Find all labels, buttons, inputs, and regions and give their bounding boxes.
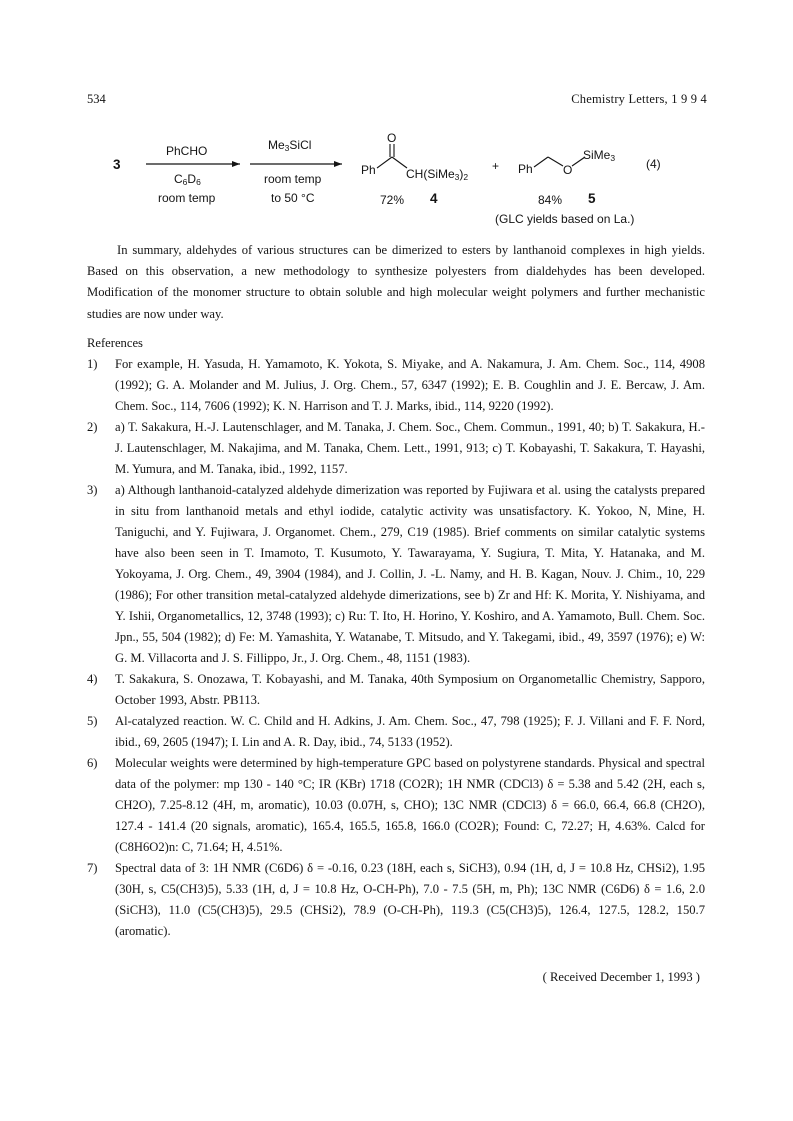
reference-item: 5) Al-catalyzed reaction. W. C. Child and H. Adkins, J. Am. Chem. Soc., 47, 798 (1925); F. J. Villani and F. F. Nord, ibid., 69, 2605 (1947); I. Lin and A. R. Day, ibid., 74, 5133 (1952). — [87, 714, 705, 749]
product5-oxygen: O — [563, 163, 573, 177]
equation-number: (4) — [646, 157, 661, 171]
reference-text: Molecular weights were determined by high-temperature GPC based on polystyrene standards. Physical and spectral data of the polymer: mp 130 - 140 °C; IR (KBr) 1718 (CO2R); 1H NMR (CDCl3) δ = 5.38 and 5.42 (2H, each s, CH2O), 7.25-8.12 (4H, m, aromatic), 10.03 (0.07H, s, CHO); 13C NMR (CDCl3) δ = 66.0, 66.4, 66.8 (CH2O), 127.4 - 141.4 (20 signals, aromatic), 165.4, 165.5, 165.8, 166.0 (CO2R); Found: C, 72.27; H, 4.63%. Calcd for (C8H6O2)n: C, 71.64; H, 4.51%. — [115, 756, 705, 854]
reference-item: 3) a) Although lanthanoid-catalyzed aldehyde dimerization was reported by Fujiwara et al. using the catalysts prepared in situ from lanthanoid metals and ethyl iodide, catalytic activity was unsatisfactory. K. Yokoo, N, Mine, H. Taniguchi, and Y. Fujiwara, J. Organomet. Chem., 279, C19 (1985). Brief comments on similar catalytic systems have also been seen in T. Imamoto, T. Kusumoto, Y. Tawarayama, Y. Sugiura, T. Mita, Y. Hatanaka, and M. Yokoyama, J. Org. Chem., 49, 3904 (1984), and J. Collin, J. -L. Namy, and H. B. Kagan, Nouv. J. Chim., 10, 229 (1986); For other transition metal-catalyzed aldehyde dimerizations, see b) Zr and Hf: K. Morita, Y. Nishiyama, and Y. Ishii, Organometallics, 12, 3748 (1993); c) Ru: T. Ito, H. Horino, Y. Koshiro, and A. Yamamoto, Bull. Chem. Soc. Jpn., 55, 504 (1982); d) Fe: M. Yamashita, Y. Watanabe, T. Mitsudo, and Y. Takegami, ibid., 49, 3597 (1976); e) W: G. M. Villacorta and J. S. Fillippo, Jr., J. Org. Chem., 48, 1151 (1983). — [87, 483, 705, 665]
references-heading: References — [87, 336, 143, 350]
product5-label: 5 — [588, 191, 596, 206]
journal-header: Chemistry Letters, 1 9 9 4 — [571, 92, 707, 106]
reference-text: Al-catalyzed reaction. W. C. Child and H. Adkins, J. Am. Chem. Soc., 47, 798 (1925); F. J. Villani and F. F. Nord, ibid., 69, 2605 (1947); I. Lin and A. R. Day, ibid., 74, 5133 (1952). — [115, 714, 705, 749]
plus-sign: + — [492, 159, 500, 173]
reference-item: 7) Spectral data of 3: 1H NMR (C6D6) δ = -0.16, 0.23 (18H, each s, SiCH3), 0.94 (1H, d, J = 10.8 Hz, CHSi2), 1.95 (30H, s, C5(CH3)5), 5.33 (1H, d, J = 10.8 Hz, O-CH-Ph), 7.0 - 7.5 (5H, m, Ph); 13C NMR (C6D6) δ = 1.6, 2.0 (SiCH3), 11.0 (C5(CH3)5), 29.5 (CHSi2), 78.9 (O-CH-Ph), 119.3 (C5(CH3)5), 126.4, 127.5, 128.2, 150.7 (aromatic). — [87, 861, 705, 938]
bond-ch2-o — [548, 157, 563, 166]
arrowhead-1 — [232, 161, 240, 167]
reactant-label: 3 — [113, 157, 121, 172]
reference-text: a) T. Sakakura, H.-J. Lautenschlager, and M. Tanaka, J. Chem. Soc., Chem. Commun., 1991, 40; b) T. Sakakura, H.-J. Lautenschlager, M. Nakajima, and M. Tanaka, Chem. Lett., 1991, 913; c) T. Kobayashi, T. Sakakura, T. Hayashi, M. Yumura, and M. Tanaka, ibid., 1992, 1157. — [115, 420, 705, 476]
step2-conditions-2: to 50 °C — [271, 191, 315, 205]
bond-co-ch — [392, 157, 407, 168]
product4-label: 4 — [430, 191, 438, 206]
product4-yield: 72% — [380, 193, 405, 207]
reference-text: T. Sakakura, S. Onozawa, T. Kobayashi, and M. Tanaka, 40th Symposium on Organometallic Chemistry, Sapporo, October 1993, Abstr. PB113. — [115, 672, 705, 707]
reference-text: For example, H. Yasuda, H. Yamamoto, K. Yokota, S. Miyake, and A. Nakamura, J. Am. Chem. Soc., 114, 4908 (1992); G. A. Molander and M. Julius, J. Org. Chem., 57, 6347 (1992); E. B. Coughlin and J. E. Bercaw, J. Am. Chem. Soc., 114, 7606 (1992); K. N. Harrison and T. J. Marks, ibid., 114, 9220 (1992). — [115, 357, 705, 413]
step1-conditions: room temp — [158, 191, 216, 205]
step2-reagent: $Me_3SiCl$ — [268, 138, 312, 153]
carbonyl-oxygen: O — [387, 131, 397, 145]
reference-item: 2) a) T. Sakakura, H.-J. Lautenschlager, and M. Tanaka, J. Chem. Soc., Chem. Commun., 1991, 40; b) T. Sakakura, H.-J. Lautenschlager, M. Nakajima, and M. Tanaka, Chem. Lett., 1991, 913; c) T. Kobayashi, T. Sakakura, T. Hayashi, M. Yumura, and M. Tanaka, ibid., 1992, 1157. — [87, 420, 705, 476]
summary-paragraph: In summary, aldehydes of various structures can be dimerized to esters by lanthanoid complexes in high yields. Based on this observation, a new methodology to synthesize polyesters from dialdehydes has been developed. Modification of the monomer structure to obtain soluble and high molecular weight polymers and further mechanistic studies are now under way. — [87, 243, 705, 321]
page-number: 534 — [87, 92, 106, 106]
product4-phenyl: Ph — [361, 163, 376, 177]
step1-solvent: $C_6D_6$ — [174, 172, 201, 187]
product4-group: $CH(SiMe_3)_2$ — [406, 167, 469, 182]
yield-note: (GLC yields based on La.) — [495, 212, 635, 226]
received-date: ( Received December 1, 1993 ) — [542, 970, 700, 984]
reference-item: 6) Molecular weights were determined by high-temperature GPC based on polystyrene standards. Physical and spectral data of the polymer: mp 130 - 140 °C; IR (KBr) 1718 (CO2R); 1H NMR (CDCl3) δ = 5.38 and 5.42 (2H, each s, CH2O), 7.25-8.12 (4H, m, aromatic), 10.03 (0.07H, s, CHO); 13C NMR (CDCl3) δ = 66.0, 66.4, 66.8 (CH2O), 127.4 - 141.4 (20 signals, aromatic), 165.4, 165.5, 165.8, 166.0 (CO2R); Found: C, 72.27; H, 4.63%. Calcd for (C8H6O2)n: C, 71.64; H, 4.51%. — [87, 756, 705, 854]
product5-silyl: SiMe$_3$ — [583, 148, 616, 163]
bond-ph-ch2 — [534, 157, 548, 167]
reference-text: a) Although lanthanoid-catalyzed aldehyde dimerization was reported by Fujiwara et al. using the catalysts prepared in situ from lanthanoid metals and ethyl iodide, catalytic activity was unsatisfactory. K. Yokoo, N, Mine, H. Taniguchi, and Y. Fujiwara, J. Organomet. Chem., 279, C19 (1985). Brief comments on similar catalytic systems have also been seen in T. Imamoto, T. Kusumoto, Y. Tawarayama, Y. Sugiura, T. Mita, Y. Hatanaka, and M. Yokoyama, J. Org. Chem., 49, 3904 (1984), and J. Collin, J. -L. Namy, and H. B. Kagan, Nouv. J. Chim., 10, 229 (1986); For other transition metal-catalyzed aldehyde dimerizations, see b) Zr and Hf: K. Morita, Y. Nishiyama, and Y. Ishii, Organometallics, 12, 3748 (1993); c) Ru: T. Ito, H. Horino, Y. Koshiro, and A. Yamamoto, Bull. Chem. Soc. Jpn., 55, 504 (1982); d) Fe: M. Yamashita, Y. Watanabe, T. Mitsudo, and Y. Takegami, ibid., 49, 3597 (1976); e) W: G. M. Villacorta and J. S. Fillippo, Jr., J. Org. Chem., 48, 1151 (1983). — [115, 483, 705, 665]
step1-reagent: PhCHO — [166, 144, 208, 158]
reference-item: 4) T. Sakakura, S. Onozawa, T. Kobayashi, and M. Tanaka, 40th Symposium on Organometallic Chemistry, Sapporo, October 1993, Abstr. PB113. — [87, 672, 705, 707]
references-list — [87, 354, 705, 942]
product5-yield: 84% — [538, 193, 563, 207]
reference-item: 1) For example, H. Yasuda, H. Yamamoto, K. Yokota, S. Miyake, and A. Nakamura, J. Am. Chem. Soc., 114, 4908 (1992); G. A. Molander and M. Julius, J. Org. Chem., 57, 6347 (1992); E. B. Coughlin and J. E. Bercaw, J. Am. Chem. Soc., 114, 7606 (1992); K. N. Harrison and T. J. Marks, ibid., 114, 9220 (1992). — [87, 357, 705, 413]
arrowhead-2 — [334, 161, 342, 167]
bond-ph-co — [377, 157, 392, 168]
reference-text: Spectral data of 3: 1H NMR (C6D6) δ = -0.16, 0.23 (18H, each s, SiCH3), 0.94 (1H, d, J = 10.8 Hz, CHSi2), 1.95 (30H, s, C5(CH3)5), 5.33 (1H, d, J = 10.8 Hz, O-CH-Ph), 7.0 - 7.5 (5H, m, Ph); 13C NMR (C6D6) δ = 1.6, 2.0 (SiCH3), 11.0 (C5(CH3)5), 29.5 (CHSi2), 78.9 (O-CH-Ph), 119.3 (C5(CH3)5), 126.4, 127.5, 128.2, 150.7 (aromatic). — [115, 861, 705, 938]
step2-conditions-1: room temp — [264, 172, 322, 186]
reaction-scheme — [0, 0, 793, 240]
product5-phenyl: Ph — [518, 162, 533, 176]
